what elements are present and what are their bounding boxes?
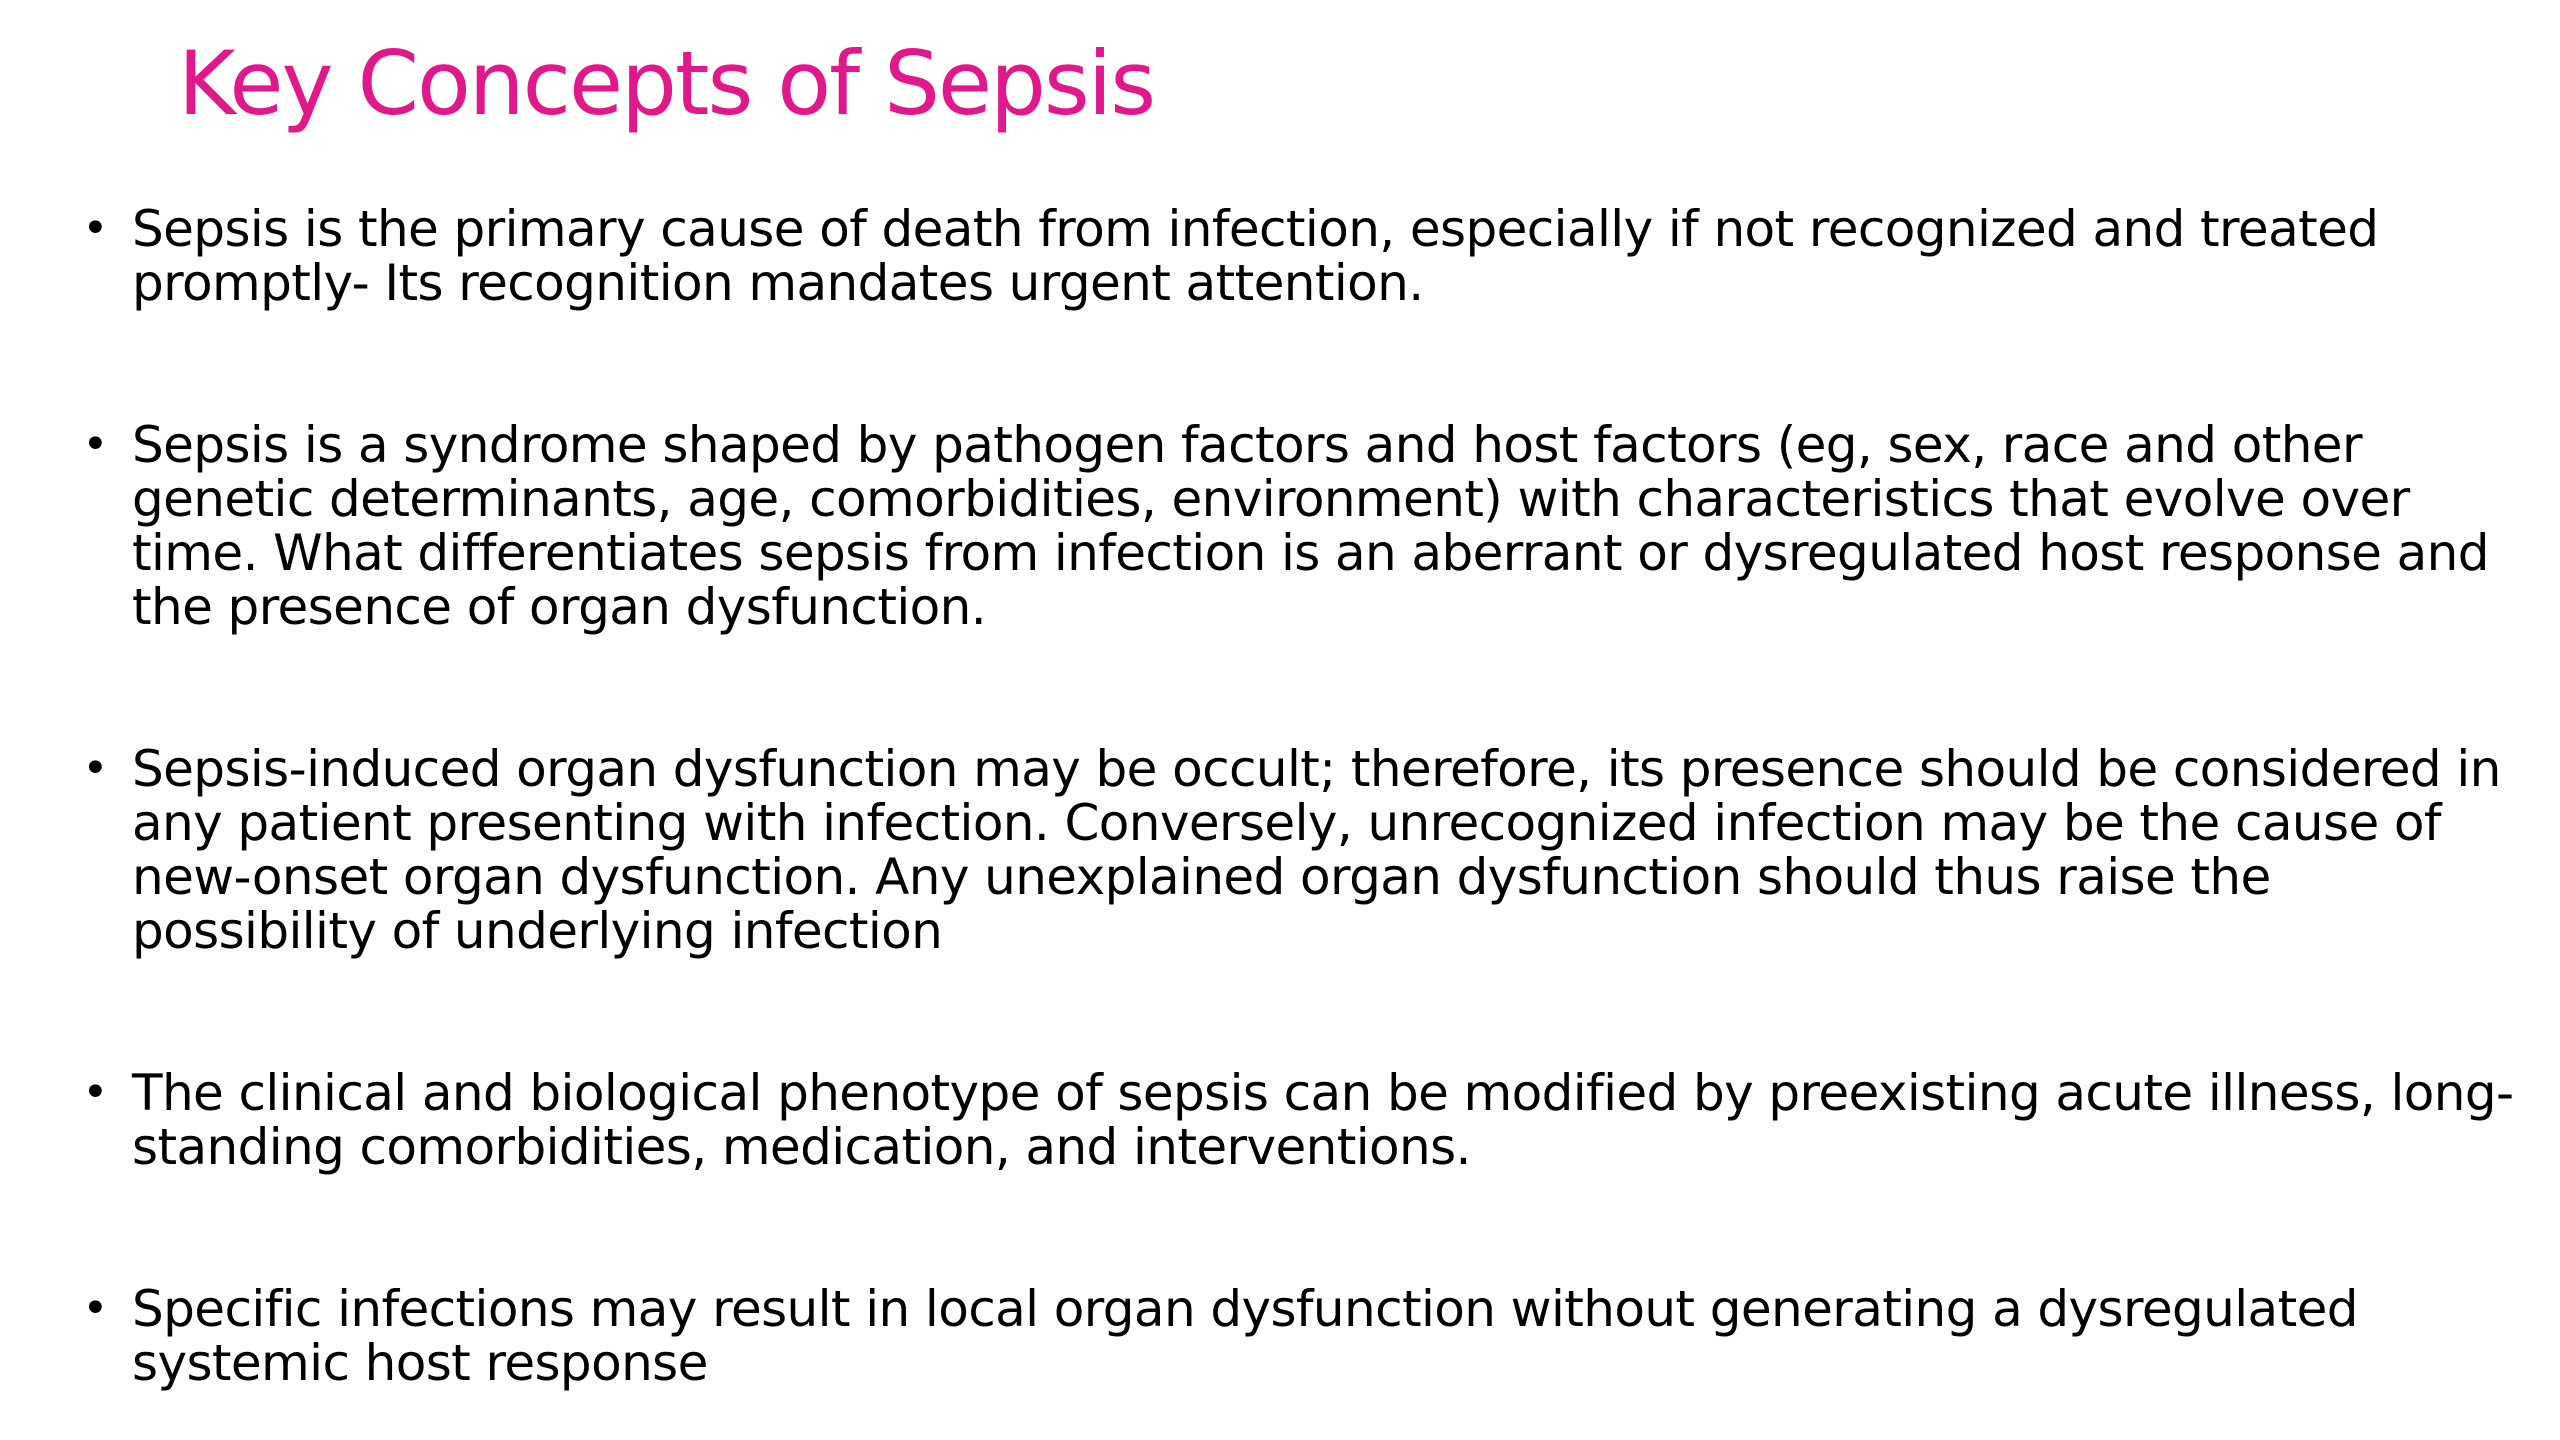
bullet-item: [80, 1066, 2520, 1174]
bullet-list: [80, 202, 2520, 1390]
bullet-item: [80, 418, 2520, 634]
bullet-item: [80, 202, 2520, 310]
bullet-dot-icon: •: [82, 419, 108, 470]
bullet-text: Specific infections may result in local organ dysfunction without generating a dysregulated systemic host response: [132, 1280, 2358, 1392]
bullet-dot-icon: •: [82, 743, 108, 794]
bullet-text: The clinical and biological phenotype of sepsis can be modified by preexisting acute illness, long-standing comorbidities, medication, and interventions.: [132, 1064, 2514, 1176]
bullet-item: [80, 1282, 2520, 1390]
bullet-item: [80, 742, 2520, 958]
bullet-text: Sepsis is the primary cause of death from infection, especially if not recognized and treated promptly- Its recognition mandates urgent attention.: [132, 200, 2379, 312]
bullet-dot-icon: •: [82, 203, 108, 254]
bullet-text: Sepsis is a syndrome shaped by pathogen factors and host factors (eg, sex, race and other genetic determinants, age, comorbidities, environment) with characteristics that evolve over time. What differentiates sepsis from infection is an aberrant or dysregulated host response and the presence of organ dysfunction.: [132, 416, 2489, 636]
bullet-text: Sepsis-induced organ dysfunction may be occult; therefore, its presence should be considered in any patient presenting with infection. Conversely, unrecognized infection may be the cause of new-onset organ dysfunction. Any unexplained organ dysfunction should thus raise the possibility of underlying infection: [132, 740, 2501, 960]
slide-title: Key Concepts of Sepsis: [178, 32, 1155, 135]
bullet-dot-icon: •: [82, 1067, 108, 1118]
bullet-dot-icon: •: [82, 1283, 108, 1334]
